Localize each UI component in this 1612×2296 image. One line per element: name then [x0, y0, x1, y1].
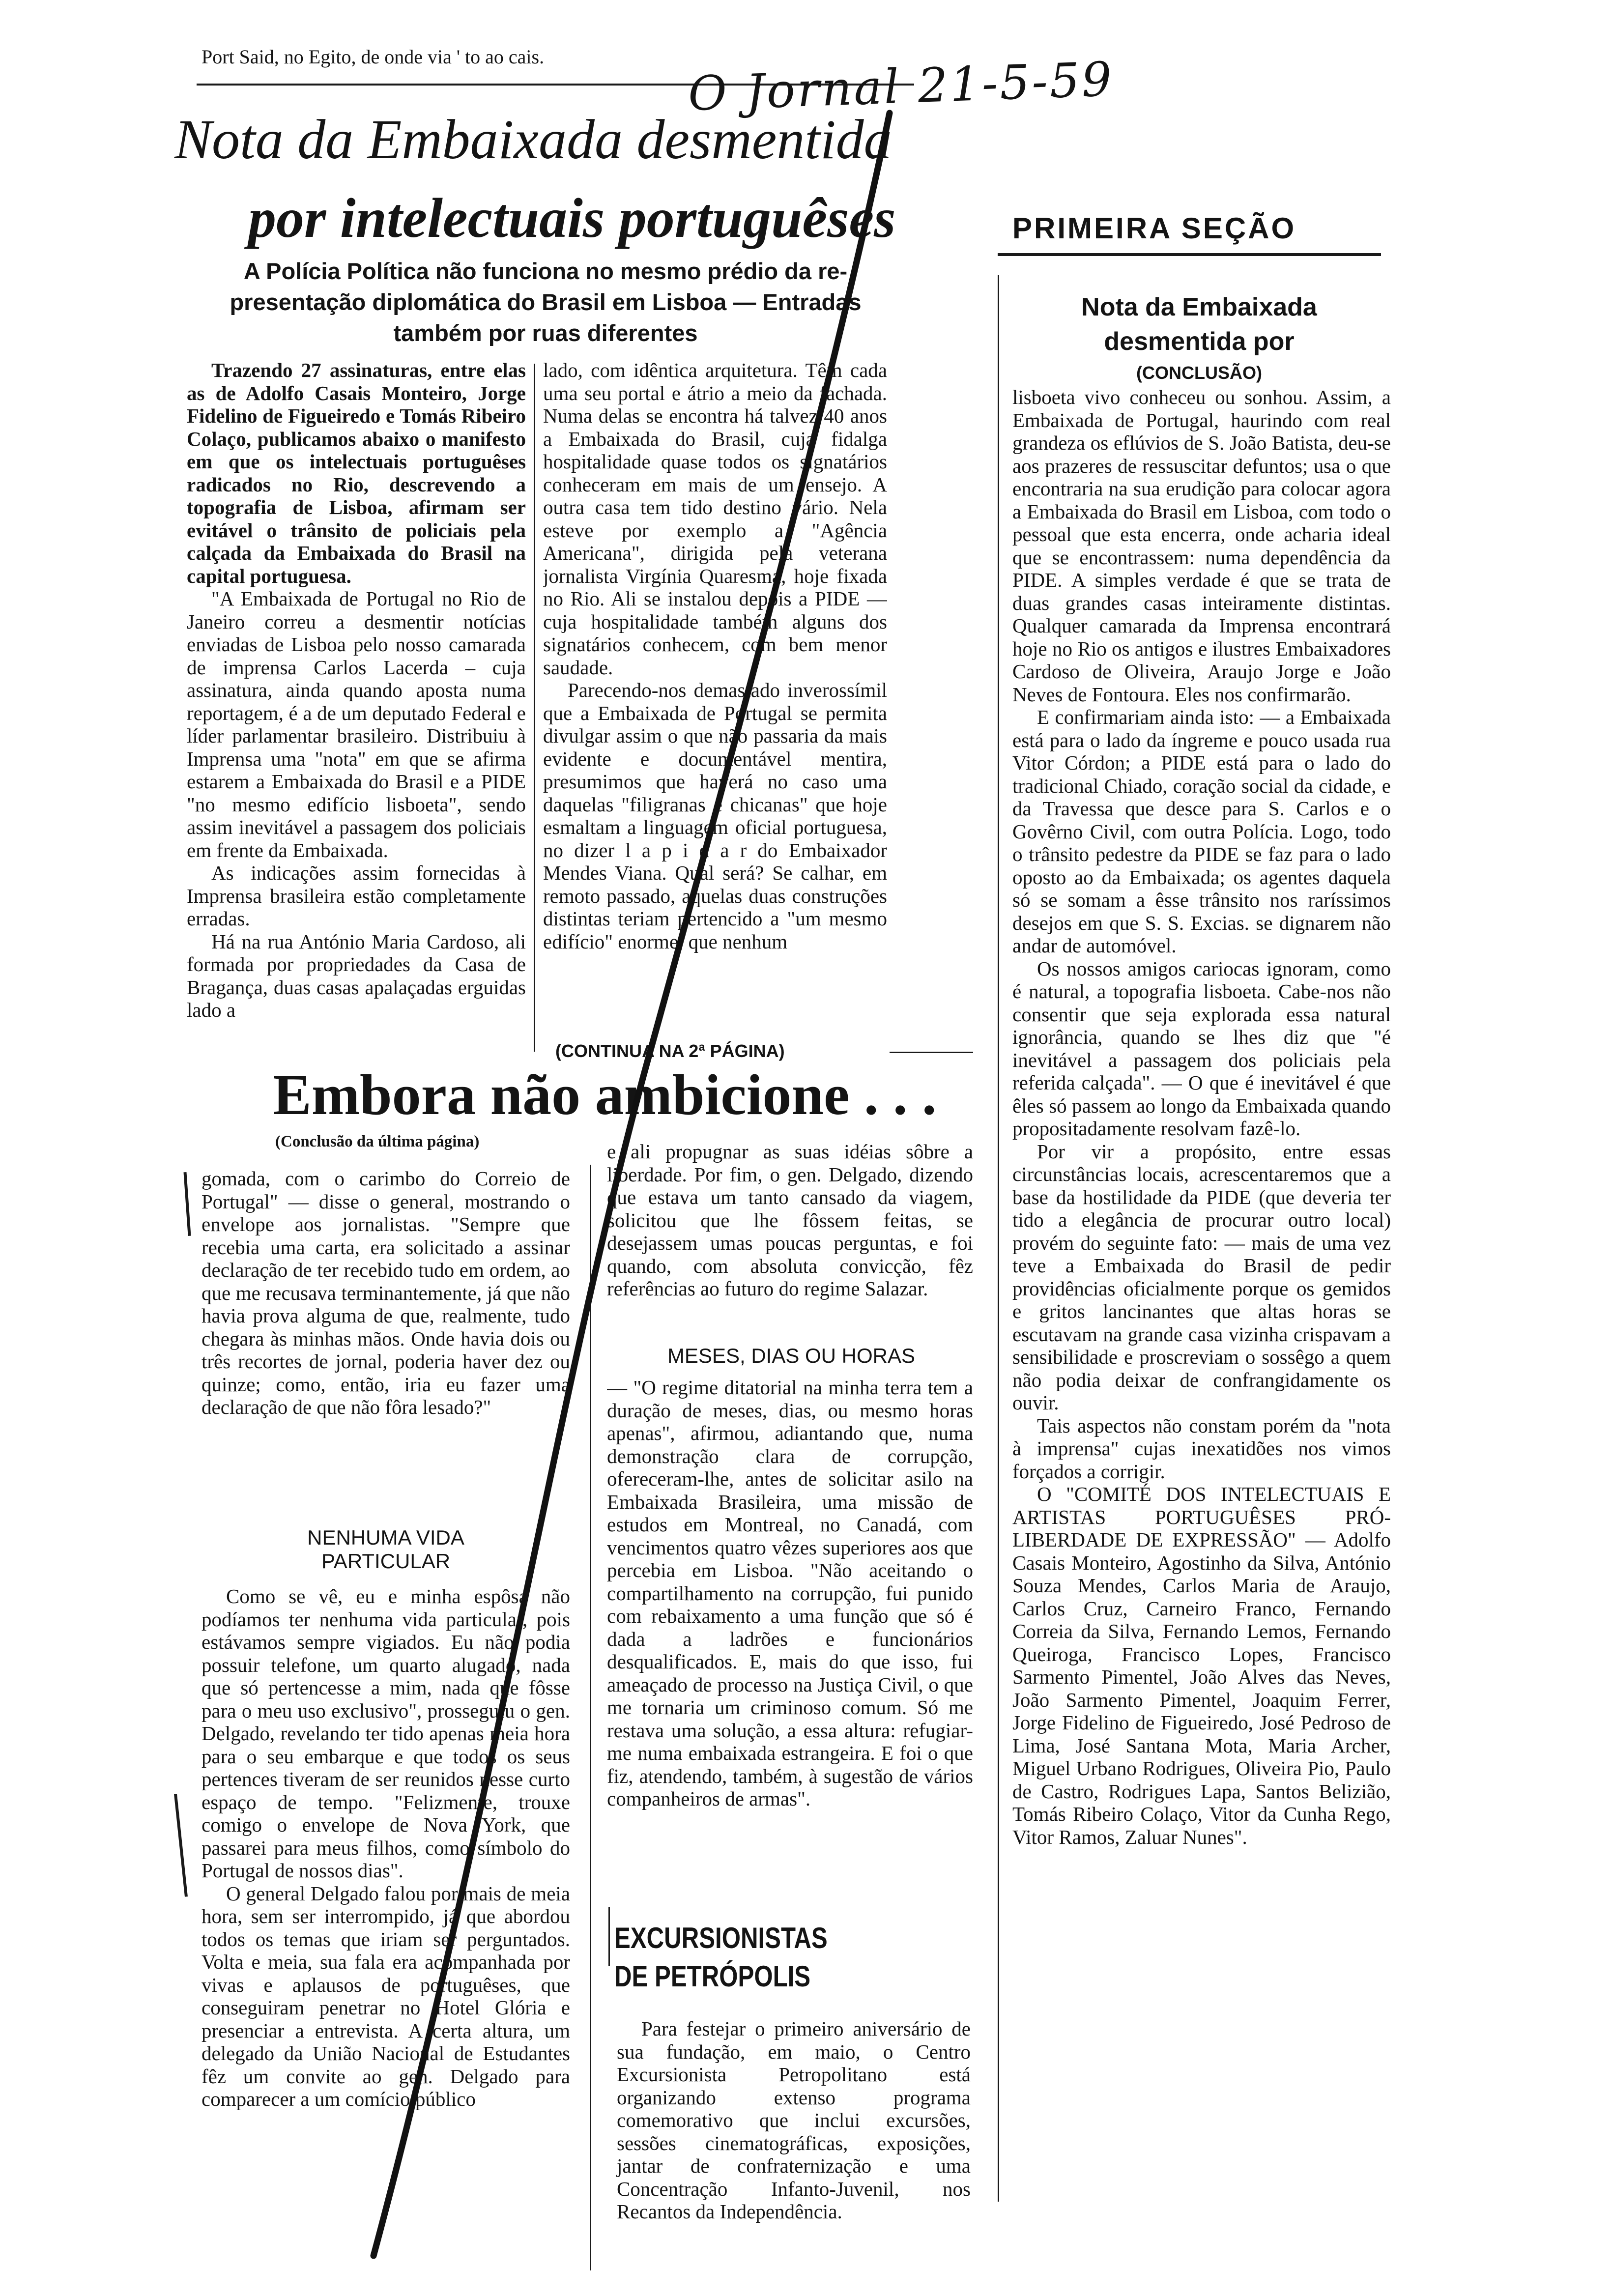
deck-line: presentação diplomática do Brasil em Lisboa — Entradas	[230, 289, 862, 315]
paragraph: Trazendo 27 assinaturas, entre elas as de Adolfo Casais Monteiro, Jorge Fidelino de Figueiredo e Tomás Ribeiro Colaço, publicamos abaixo o manifesto em que os intelectuais portuguêses radicados no Rio, descrevendo a topografia de Lisboa, afirmam ser evitável o trânsito de policiais pela calçada da Embaixada do Brasil na capital portuguesa.	[187, 359, 526, 587]
paragraph: E confirmariam ainda isto: — a Embaixada está para o lado da íngreme e pouco usada rua Vitor Córdon; a PIDE está para o lado do tradicional Chiado, coração social da cidade, e da Travessa que desce para S. Carlos e o Govêrno Civil, com outra Polícia. Logo, todo o trânsito pedestre da PIDE se faz para o lado oposto ao da Embaixada; os agentes daquela só se somam a êsse trânsito nos raríssimos desejos em que S. S. Excias. se dignarem não andar de automóvel.	[1012, 706, 1391, 957]
paragraph: Tais aspectos não constam porém da "nota à imprensa" cujas inexatidões nos vimos forçados a corrigir.	[1012, 1414, 1391, 1483]
subhead-meses: MESES, DIAS OU HORAS	[667, 1344, 916, 1367]
paragraph: Há na rua António Maria Cardoso, ali formada por propriedades da Casa de Bragança, duas casas apalaçadas erguidas lado a	[187, 930, 526, 1021]
handwritten-note: O Jornal 21-5-59	[687, 51, 1115, 122]
paragraph: As indicações assim fornecidas à Imprensa brasileira estão completamente erradas.	[187, 861, 526, 930]
deck-line: A Polícia Política não funciona no mesmo prédio da re-	[243, 258, 848, 284]
headline-line: Nota da Embaixada	[1081, 293, 1317, 321]
paragraph: — "O regime ditatorial na minha terra tem a duração de meses, dias, ou mesmo horas apenas", afirmou, adiantando que, numa demonstração clara de corrupção, ofereceram-lhe, antes de solicitar asilo na Embaixada Brasileira, uma missão de estudos em Montreal, no Canadá, com vencimentos quatro vêzes superiores aos que percebia em Lisboa. "Não aceitando o compartilhamento na corrupção, fui punido com rebaixamento a uma função que só é dada a ladrões e funcionários desqualificados. E, mais do que isso, fui ameaçado de processo na Justiça Civil, o que me tornaria um criminoso comum. Só me restava uma solução, a essa altura: refugiar-me numa embaixada estrangeira. E foi o que fiz, atendendo, também, à sugestão de vários companheiros de armas".	[607, 1376, 973, 1810]
paragraph: O "COMITÉ DOS INTELECTUAIS E ARTISTAS PORTUGUÊSES PRÓ-LIBERDADE DE EXPRESSÃO" — Adolfo Casais Monteiro, Agostinho da Silva, António Souza Mendes, Carlos Maria de Araujo, Carlos Cruz, Carneiro Franco, Fernando Correia da Silva, Fernando Lemos, Fernando Queiroga, Francisco Lopes, Francisco Sarmento Pimentel, João Alves das Neves, João Sarmento Pimentel, Joaquim Ferrer, Jorge Fidelino de Figueiredo, José Pedroso de Lima, José Santana Mota, Maria Archer, Miguel Urbano Rodrigues, Oliveira Pio, Paulo de Castro, Rodrigues Lapa, Santos Belizião, Tomás Ribeiro Colaço, Vitor da Cunha Rego, Vitor Ramos, Zaluar Nunes".	[1012, 1483, 1391, 1848]
paragraph: Os nossos amigos cariocas ignoram, como é natural, a topografia lisboeta. Cabe-nos não consentir que seja explorada essa natural ignorância, quando se lhes diz que "é inevitável a passagem dos policiais pela referida calçada". — O que é inevitável é que êles só passem ao longo da Embaixada quando propositadamente resolvam fazê-lo.	[1012, 957, 1391, 1140]
paragraph: gomada, com o carimbo do Correio de Portugal" — disse o general, mostrando o envelope aos jornalistas. "Sempre que recebia uma carta, era solicitado a assinar declaração de ter recebido tudo em ordem, ao que me recusava terminantemente, já que não havia prova alguma de que, realmente, tudo chegara às minhas mãos. Onde havia dois ou três recortes de jornal, poderia haver dez ou quinze; como, então, iria eu fazer uma declaração de que não fôra lesado?"	[202, 1167, 570, 1418]
section-label: PRIMEIRA SEÇÃO	[1012, 212, 1296, 245]
paragraph: lisboeta vivo conheceu ou sonhou. Assim, a Embaixada de Portugal, haurindo com real grandeza os eflúvios de S. João Batista, deu-se aos prazeres de ressuscitar defuntos; usa o que encontraria na sua erudição para colocar agora a Embaixada do Brasil em Lisboa, com todo o pessoal que esta encerra, onde acharia ideal que se encontrassem: numa dependência da PIDE. A simples verdade é que se trata de duas grandes casas inteiramente distintas. Qualquer camarada da Imprensa encontrará hoje no Rio os antigos e ilustres Embaixadores Cardoso de Oliveira, Araujo Jorge e João Neves de Fontoura. Eles nos confirmarão.	[1012, 386, 1391, 706]
top-snippet: Port Said, no Egito, de onde via ' to ao cais.	[202, 46, 545, 68]
second-headline: Embora não ambicione . . .	[273, 1062, 937, 1127]
pen-strike-path	[374, 113, 890, 2256]
paragraph: Como se vê, eu e minha espôsa não podíamos ter nenhuma vida particular, pois estávamos sempre vigiados. Eu não podia possuir telefone, um quarto alugado, nada que só pertencesse a mim, nada que fôsse para o meu uso exclusivo", prosseguiu o gen. Delgado, revelando ter tido apenas meia hora para o seu embarque e que todos os seus pertences tiveram de ser reunidos nesse curto espaço de tempo. "Felizmente, trouxe comigo o envelope de Nova York, que passarei para meus filhos, como símbolo do Portugal de nossos dias".	[202, 1585, 570, 1882]
paragraph: Parecendo-nos demasiado inverossímil que a Embaixada de Portugal se permita divulgar assim o que não passaria da mais evidente e documentável mentira, presumimos que haverá no caso uma daquelas "filigranas e chicanas" que hoje esmaltam a linguagem oficial portuguesa, no dizer l a p i d a r do Embaixador Mendes Viana. Qual será? Se calhar, em remoto passado, aquelas duas construções distintas teriam pertencido a "um mesmo edifício" enorme, que nenhum	[543, 679, 887, 953]
paragraph: lado, com idêntica arquitetura. Têm cada uma seu portal e átrio a meio da fachada. Numa delas se encontra há talvez 40 anos a Embaixada do Brasil, cuja fidalga hospitalidade quase todos os signatários conheceram em mais de um ensejo. A outra casa tem tido destino vário. Nela esteve por exemplo a "Agência Americana", dirigida pela veterana jornalista Virgínia Quaresma, hoje fixada no Rio. Ali se instalou depois a PIDE — cuja hospitalidade também alguns dos signatários conhecem, com bem menor saudade.	[543, 359, 887, 679]
paragraph: "A Embaixada de Portugal no Rio de Janeiro correu a desmentir notícias enviadas de Lisboa pelo nosso camarada de imprensa Carlos Lacerda – cuja assinatura, ainda quando aposta numa reportagem, é a de um deputado Federal e líder parlamentar brasileiro. Distribuiu à Imprensa uma "nota" em que se afirma estarem a Embaixada do Brasil e a PIDE "no mesmo edifício lisboeta", sendo assim inevitável a passagem dos policiais em frente da Embaixada.	[187, 587, 526, 861]
paragraph: Por vir a propósito, entre essas circunstâncias locais, acrescentaremos que a base da hostilidade da PIDE (que deveria ter tido a elegância de procurar outro local) provém do seguinte fato: — mais de uma vez teve a Embaixada do Brasil de pedir providências oficialmente porque os gemidos e gritos lancinantes que altas horas se escutavam na grande casa vizinha crispavam a sensibilidade e proscreviam o sossêgo a quem não podia deixar de confrangidamente os ouvir.	[1012, 1140, 1391, 1414]
paragraph: O general Delgado falou por mais de meia hora, sem ser interrompido, já que abordou todos os temas que iriam ser perguntados. Volta e meia, sua fala era acompanhada por vivas e aplausos de portuguêses, que conseguiram penetrar no Hotel Glória e presenciar a entrevista. A certa altura, um delegado da União Nacional de Estudantes fêz um convite ao gen. Delgado para comparecer a um comício público	[202, 1882, 570, 2110]
right-conclusao: (CONCLUSÃO)	[1136, 363, 1262, 383]
paragraph: e ali propugnar as suas idéias sôbre a liberdade. Por fim, o gen. Delgado, dizendo que estava um tanto cansado da viagem, solicitou que lhe fôssem feitas, se desejassem umas poucas perguntas, e foi quando, com absoluta convicção, fêz referências ao futuro do regime Salazar.	[607, 1140, 973, 1300]
headline-line: EXCURSIONISTAS	[614, 1922, 828, 1954]
deck-line: também por ruas diferentes	[393, 320, 698, 346]
subhead-line: NENHUMA VIDA	[307, 1526, 464, 1549]
main-headline-2: por intelectuais portuguêses	[248, 187, 896, 249]
continua-note: (CONTINUA NA 2ª PÁGINA)	[555, 1041, 785, 1061]
paragraph: Para festejar o primeiro aniversário de sua fundação, em maio, o Centro Excursionista Petropolitano está organizando extenso programa comemorativo que inclui excursões, sessões cinematográficas, exposições, jantar de confraternização e uma Concentração Infanto-Juvenil, nos Recantos da Independência.	[617, 2017, 971, 2223]
subhead-line: PARTICULAR	[321, 1550, 451, 1573]
headline-line: DE PETRÓPOLIS	[614, 1960, 811, 1993]
main-headline-1: Nota da Embaixada desmentida	[174, 108, 892, 171]
headline-line: desmentida por	[1104, 327, 1295, 356]
second-conclusao: (Conclusão da última página)	[275, 1133, 480, 1150]
